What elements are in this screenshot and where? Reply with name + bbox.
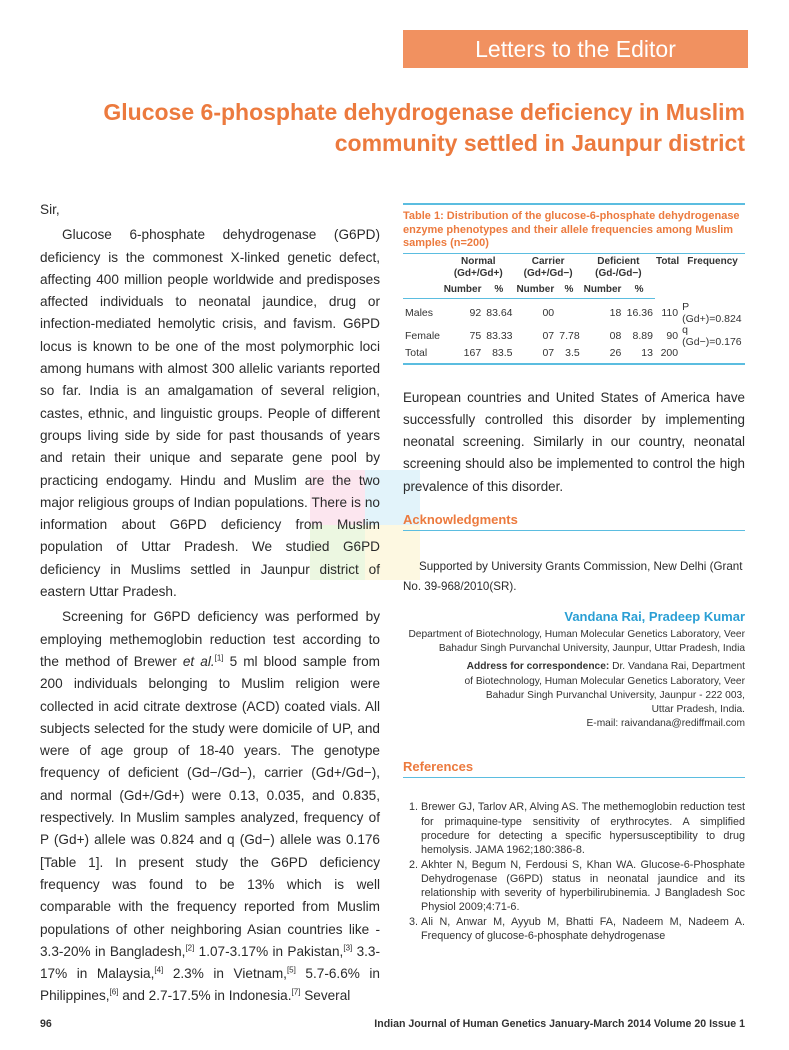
table-cell: 26 — [609, 347, 622, 359]
citation-3[interactable]: [3] — [343, 943, 353, 953]
references-list — [403, 800, 745, 943]
text: Screening for G6PD deficiency was performed by employing methemoglobin reduction test according to the method of Brewer — [40, 609, 380, 669]
col-total: Total — [655, 255, 680, 267]
paragraph-2 — [40, 606, 380, 1007]
email-link[interactable]: E-mail: raivandana@rediffmail.com — [586, 718, 745, 730]
affiliation-block — [403, 628, 745, 731]
sub-header: % — [623, 282, 655, 299]
reference-item: 1. Brewer GJ, Tarlov AR, Alving AS. The methemoglobin reduction test for primaquine-type sensitivity of erythrocytes. A simplified procedure for detecting a specific hypersusceptibility to drug hemolysis. JAMA 1962;180:386-8. — [421, 800, 745, 857]
table-cell: 200 — [660, 347, 679, 359]
table-cell: 18 — [609, 307, 622, 319]
table-cell: 07 — [542, 329, 555, 342]
table-cell: 16.36 — [626, 307, 653, 319]
table-cell: 7.78 — [559, 329, 580, 342]
col-frequency: Frequency — [687, 255, 738, 267]
sub-header: Number — [515, 282, 557, 299]
text: Several — [300, 988, 351, 1004]
col-normal: Normal (Gd+/Gd+) — [453, 255, 503, 279]
table-row — [403, 348, 745, 363]
table-cell: 167 — [463, 347, 482, 359]
table-cell: 07 — [542, 347, 555, 359]
table-cell — [680, 348, 745, 363]
reference-item: 2. Akhter N, Begum N, Ferdousi S, Khan WA. Glucose-6-Phosphate Dehydrogenase (G6PD) status in neonatal jaundice and its relationship with severity of hyperbilirubinemia. J Bangladesh Soc Physiol 2009;4:71-6. — [421, 858, 745, 915]
table-cell: 90 — [666, 329, 679, 342]
citation-6[interactable]: [6] — [109, 987, 119, 997]
paragraph-3: European countries and United States of America have successfully controlled this disorder by implementing neonatal screening. Similarly in our country, neonatal screening should also be implemented to control the high prevalence of this disorder. — [403, 389, 745, 494]
affiliation: Department of Biotechnology, Human Molecular Genetics Laboratory, Veer Bahadur Singh Purvanchal University, Jaunpur, Uttar Pradesh, India — [408, 628, 745, 655]
text: 1.07-3.17% in Pakistan, — [194, 943, 344, 959]
salutation: Sir, — [40, 202, 60, 217]
acknowledgments-heading: Acknowledgments — [403, 512, 745, 531]
table-cell — [556, 298, 582, 325]
text: and 2.7-17.5% in Indonesia. — [118, 988, 292, 1004]
table-cell: 3.5 — [565, 347, 580, 359]
acknowledgments-text: Supported by University Grants Commission, New Delhi (Grant No. 39-968/2010(SR). — [403, 559, 743, 593]
table-cell: 83.64 — [486, 307, 513, 319]
table-cell: 75 — [469, 329, 482, 342]
sub-header: % — [483, 282, 514, 299]
section-banner: Letters to the Editor — [403, 30, 748, 68]
table-cell: Female — [405, 329, 441, 342]
citation-4[interactable]: [4] — [154, 965, 164, 975]
table-cell: 08 — [609, 329, 622, 342]
text: 5.7-6.6% in Philippines, — [40, 966, 380, 1004]
data-table — [403, 253, 745, 365]
references-heading: References — [403, 759, 745, 778]
col-deficient: Deficient (Gd-/Gd−) — [595, 255, 642, 279]
table-cell: P (Gd+)=0.824 — [682, 301, 742, 325]
table-cell: q (Gd−)=0.176 — [682, 324, 742, 348]
authors: Vandana Rai, Pradeep Kumar — [564, 608, 745, 624]
table-row — [403, 325, 745, 348]
text: 2.3% in Vietnam, — [163, 966, 287, 982]
citation-2[interactable]: [2] — [185, 943, 195, 953]
text: 5 ml blood sample from 200 individuals belonging to Muslim religion were collected in acid citrate dextrose (ACD) coated vials. All subjects selected for the study were domicile of UP, and were of age group of 18-40 years. The genotype frequency of deficient (Gd−/Gd−), carrier (Gd+/Gd−), and normal (Gd+/Gd+) were 0.13, 0.035, and 0.835, respectively. In Muslim samples analyzed, frequency of P (Gd+) allele was 0.824 and q (Gd−) allele was 0.176 [Table 1]. In present study the G6PD deficiency frequency was found to be 13% which is well comparable with the frequency reported from Muslim populations of other neighboring Asian countries like - 3.3-20% in Bangladesh, — [40, 653, 380, 959]
table-caption: Table 1: Distribution of the glucose-6-phosphate dehydrogenase enzyme phenotypes and their allele frequencies among Muslim samples (n=200) — [403, 203, 745, 251]
sub-header: Number — [582, 282, 624, 299]
table-cell: 00 — [542, 307, 555, 319]
table-cell: 83.5 — [492, 347, 513, 359]
sub-header: Number — [442, 282, 483, 299]
text: 3.3-17% in Malaysia, — [40, 943, 380, 982]
reference-item: 3. Ali N, Anwar M, Ayyub M, Bhatti FA, Nadeem M, Nadeem A. Frequency of glucose-6-phosphate dehydrogenase — [421, 915, 745, 944]
table-row — [403, 298, 745, 325]
table-cell: Total — [405, 347, 428, 359]
table-cell: 8.89 — [632, 329, 653, 342]
col-carrier: Carrier (Gd+/Gd−) — [523, 255, 573, 279]
correspondence-label: Address for correspondence: — [466, 661, 610, 673]
paragraph-1: Glucose 6-phosphate dehydrogenase (G6PD) deficiency is the commonest X-linked genetic defect, affecting 400 million people worldwide and predisposes affected individuals to neonatal jaundice, drug or infection-mediated hemolytic crisis, and favism. G6PD locus is known to be one of the most polymorphic loci among humans with almost 300 allelic variants reported so far. India is an amalgamation of several religion, castes, ethnic, and linguistic groups. People of different groups living side by side for past thousands of years and retain their unique and separate gene pool by practicing endogamy. Hindu and Muslim are the two major religious groups of Indian populations. There is no information about G6PD deficiency from Muslim population of Uttar Pradesh. We studied G6PD deficiency in Muslims settled in Jaunpur district of eastern Uttar Pradesh. — [40, 227, 380, 600]
table-cell: 13 — [641, 347, 653, 359]
sub-header: % — [556, 282, 582, 299]
correspondence — [403, 660, 745, 731]
table-cell: 110 — [661, 306, 679, 319]
citation-7[interactable]: [7] — [291, 987, 301, 997]
left-column — [40, 199, 380, 1008]
table-cell: Males — [405, 307, 434, 319]
page-number: 96 — [40, 1017, 52, 1030]
correspondence-address: Dr. Vandana Rai, Department of Biotechnology, Human Molecular Genetics Laboratory, Veer Bahadur Singh Purvanchal University, Jaunpur - 222 003, Uttar Pradesh, India. — [464, 661, 745, 715]
page-footer — [0, 1008, 789, 1050]
citation-5[interactable]: [5] — [286, 965, 296, 975]
right-column — [403, 199, 745, 1008]
article-title: Glucose 6-phosphate dehydrogenase deficiency in Muslim community settled in Jaunpur district — [103, 99, 745, 156]
text: et al. — [182, 653, 215, 669]
table-cell: 83.33 — [486, 329, 513, 342]
journal-footer: Indian Journal of Human Genetics January-March 2014 Volume 20 Issue 1 — [374, 1017, 745, 1030]
citation-1[interactable]: [1] — [214, 653, 224, 663]
table-cell: 92 — [469, 307, 482, 319]
